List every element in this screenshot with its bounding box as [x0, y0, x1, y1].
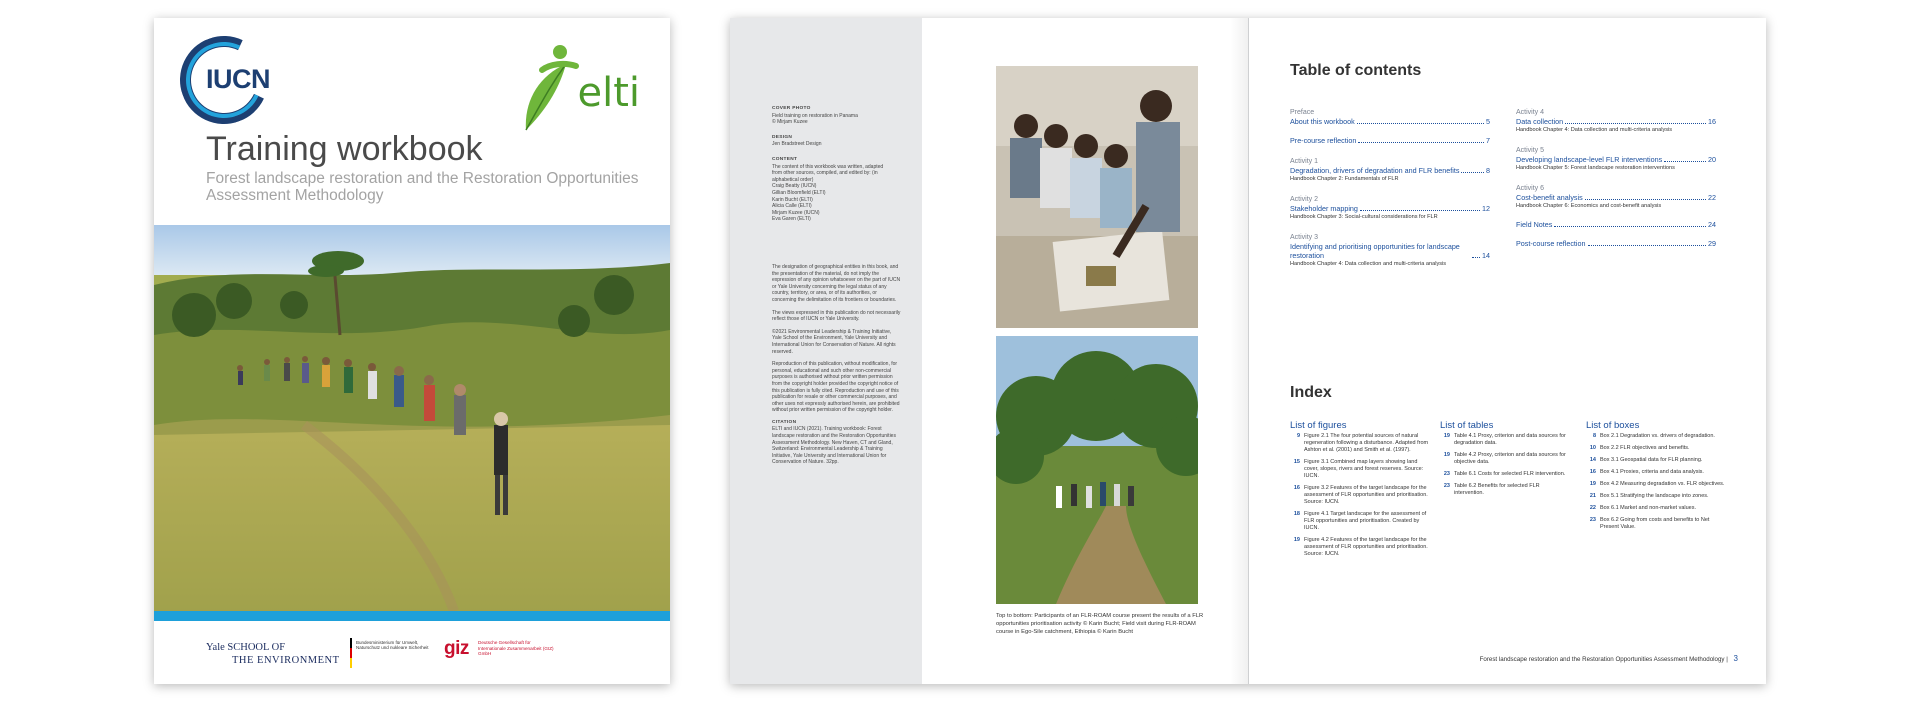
participants-image — [996, 66, 1198, 328]
field-visit-photo — [996, 336, 1198, 604]
field-visit-image — [996, 336, 1198, 604]
toc-entry[interactable]: Data collection 16 — [1516, 117, 1716, 126]
open-spread — [730, 18, 1766, 684]
cover-page — [154, 18, 670, 684]
cover-subtitle: Forest landscape restoration and the Restoration Opportunities Assessment Methodology — [206, 170, 639, 204]
list-item[interactable]: 22 Box 6.1 Market and non-market values. — [1589, 505, 1696, 511]
list-of-tables: List of tables 19 Table 4.1 Proxy, criterion and data sources for degradation data. 19 Table 4.2 Proxy, criterion and data sources for objective data. 23 Table 6.1 Costs for selected FLR intervention. 23 Table 6.2 Benefits for selected FLR intervention. — [1440, 422, 1570, 502]
list-item[interactable]: 23 Table 6.2 Benefits for selected FLR intervention. — [1443, 483, 1540, 496]
elti-leaf-icon — [520, 42, 580, 134]
toc-entry[interactable]: Pre-course reflection 7 — [1290, 136, 1490, 145]
hikers-landscape-image — [154, 225, 670, 611]
list-item[interactable]: 10 Box 2.2 FLR objectives and benefits. — [1589, 445, 1690, 451]
workshop-photo — [996, 66, 1198, 328]
list-item[interactable]: 23 Table 6.1 Costs for selected FLR intervention. — [1443, 471, 1566, 477]
legal-notice: The designation of geographical entities in this book, and the presentation of the material, do not imply the expression of any opinion whatsoever on the part of IUCN or Yale University concerning the legal status of any country, territory, or area, or of its authorities, or concerning the delimitation of its frontiers or boundaries. The views expressed in this publication do not necessarily reflect those of IUCN or Yale University. ©2021 Environmental Leadership & Training Initiative, Yale School of the Environment, Yale University and International Union for Conservation of Nature. All rights reserved. Reproduction of this publication, without modification, for personal, educational and such other non-commercial purposes is authorised without prior written permission from the copyright holder provided the copyright notice of this publication is fully cited. Reproduction and use of this publication for resale or other commercial purposes, and other uses not expressly authorised herein, are prohibited without prior written permission of the copyright holder. CITATION ELTI and IUCN (2021). Training workbook: Forest landscape restoration and the Restoration Opportunities Assessment Methodology. New Haven, CT and Gland, Switzerland: Environmental Leadership & Training Initiative, Yale University and International Union for Conservation of Nature. 32pp. — [772, 264, 901, 466]
page-footer: Forest landscape restoration and the Restoration Opportunities Assessment Methodology | 3 — [1479, 654, 1738, 663]
list-item[interactable]: 18 Figure 4.1 Target landscape for the assessment of FLR opportunities and prioritisation. Created by IUCN. — [1293, 511, 1427, 531]
cover-title: Training workbook — [206, 130, 483, 168]
cover-accent-band — [154, 611, 670, 621]
toc-entry[interactable]: Degradation, drivers of degradation and FLR benefits 8 — [1290, 166, 1490, 175]
list-item[interactable]: 23 Box 6.2 Going from costs and benefits to Net Present Value. — [1589, 517, 1710, 530]
credits-block: COVER PHOTO Field training on restoration in Panama © Mirjam Kuzee DESIGN Jen Bradstreet Design CONTENT The content of this workbook was written, adapted from other sources, compiled, and edited by: (in alphabetical order) Craig Beatty (IUCN) Gillian Bloomfield (ELTI) Karin Bucht (ELTI) Alicia Calle (ELTI) Mirjam Kuzee (IUCN) Eva Garen (ELTI) — [772, 106, 884, 223]
index-title: Index — [1290, 384, 1332, 401]
iucn-logo: IUCN — [180, 36, 276, 124]
list-item[interactable]: 19 Figure 4.2 Features of the target landscape for the assessment of FLR opportunities and prioritisation. Source: IUCN. — [1293, 537, 1428, 557]
photo-caption: Top to bottom: Participants of an FLR-ROAM course present the results of a FLR opportunities prioritisation activity © Karin Bucht; Field visit during FLR-ROAM course in Ego-Sile catchment, Ethiopia © Karin Bucht — [996, 613, 1204, 635]
list-item[interactable]: 9 Figure 2.1 The four potential sources of natural regeneration following a disturbance. Adapted from Ashton et al. (2001) and Smith et al. (1997). — [1296, 433, 1429, 453]
list-item[interactable]: 8 Box 2.1 Degradation vs. drivers of degradation. — [1592, 433, 1715, 439]
toc-column-left: Preface About this workbook 5 Pre-course reflection 7 Activity 1 Degradation, drivers of degradation and FLR benefits 8 Handbook Chapter 2: Fundamentals of FLR Activity 2 Stakeholder mapping 12 Handbook Chapter 3: Social-cultural considerations for FLR Activity 3 Identifying and prioritising opportunities for landscape restoration 14 Handbook Chapter 4: Data collection and multi-criteria analysis — [1290, 109, 1490, 267]
list-item[interactable]: 16 Figure 3.2 Features of the target landscape for the assessment of FLR opportunities and prioritisation. Source: IUCN. — [1293, 485, 1428, 505]
toc-entry[interactable]: Cost-benefit analysis 22 — [1516, 193, 1716, 202]
list-item[interactable]: 19 Table 4.1 Proxy, criterion and data sources for degradation data. — [1443, 433, 1566, 446]
toc-entry[interactable]: Post-course reflection 29 — [1516, 239, 1716, 248]
elti-logo: elti — [520, 42, 640, 134]
yale-logo: Yale SCHOOL OF THE ENVIRONMENT — [206, 642, 340, 666]
spine-shadow — [1230, 18, 1248, 684]
toc-title: Table of contents — [1290, 62, 1422, 79]
bmu-logo: Bundesministerium für Umwelt, Naturschutz und nukleare Sicherheit — [350, 638, 432, 670]
list-item[interactable]: 19 Table 4.2 Proxy, criterion and data sources for objective data. — [1443, 452, 1566, 465]
page-number: 3 — [1733, 654, 1738, 663]
toc-entry[interactable]: Identifying and prioritising opportunities for landscape restoration 14 — [1290, 242, 1490, 260]
toc-entry[interactable]: Developing landscape-level FLR interventions 20 — [1516, 155, 1716, 164]
german-flag-icon — [350, 638, 352, 668]
list-item[interactable]: 14 Box 3.1 Geospatial data for FLR planning. — [1589, 457, 1703, 463]
cover-photo — [154, 225, 670, 611]
toc-entry[interactable]: Field Notes 24 — [1516, 220, 1716, 229]
list-of-boxes: List of boxes 8 Box 2.1 Degradation vs. drivers of degradation. 10 Box 2.2 FLR objectives and benefits. 14 Box 3.1 Geospatial data for FLR planning. 16 Box 4.1 Proxies, criteria and data analysis. 19 Box 4.2 Measuring degradation vs. FLR objectives. 21 Box 5.1 Stratifying the landscape into zones. 22 Box 6.1 Market and non-market values. 23 Box 6.2 Going from costs and benefits to Net Present Value. — [1586, 420, 1725, 530]
giz-logo: giz Deutsche Gesellschaft für Internationale Zusammenarbeit (GIZ) GmbH — [444, 638, 554, 659]
list-item[interactable]: 16 Box 4.1 Proxies, criteria and data analysis. — [1589, 469, 1704, 475]
list-item[interactable]: 19 Box 4.2 Measuring degradation vs. FLR objectives. — [1589, 481, 1725, 487]
list-item[interactable]: 21 Box 5.1 Stratifying the landscape into zones. — [1589, 493, 1709, 499]
toc-entry[interactable]: About this workbook 5 — [1290, 117, 1490, 126]
toc-entry[interactable]: Stakeholder mapping 12 — [1290, 204, 1490, 213]
toc-column-right: Activity 4 Data collection 16 Handbook Chapter 4: Data collection and multi-criteria analysis Activity 5 Developing landscape-level FLR interventions 20 Handbook Chapter 5: Forest landscape restoration interventions Activity 6 Cost-benefit analysis 22 Handbook Chapter 6: Economics and cost-benefit analysis Field Notes 24 Post-course reflection 29 — [1516, 109, 1716, 248]
list-item[interactable]: 15 Figure 3.1 Combined map layers showing land cover, slopes, rivers and forest reserves. Source: IUCN. — [1293, 459, 1424, 479]
list-of-figures: List of figures 9 Figure 2.1 The four potential sources of natural regeneration following a disturbance. Adapted from Ashton et al. (2001) and Smith et al. (1997). 15 Figure 3.1 Combined map layers showing land cover, slopes, rivers and forest reserves. Source: IUCN. 16 Figure 3.2 Features of the target landscape for the assessment of FLR opportunities and prioritisation. Source: IUCN. 18 Figure 4.1 Target landscape for the assessment of FLR opportunities and prioritisation. Created by IUCN. 19 Figure 4.2 Features of the target landscape for the assessment of FLR opportunities and prioritisation. Source: IUCN. — [1290, 420, 1429, 557]
book-spine — [1248, 18, 1249, 684]
